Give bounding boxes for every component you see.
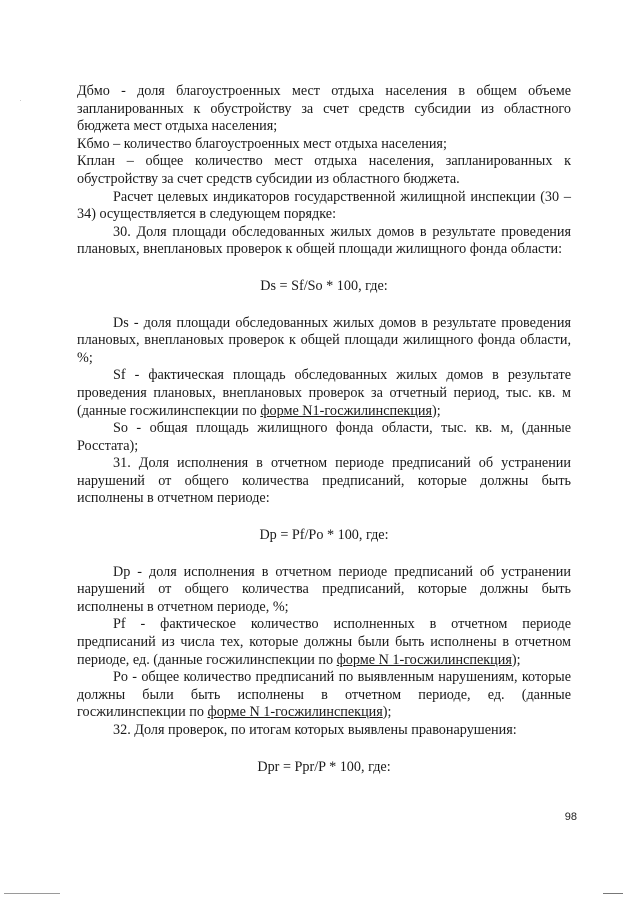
formula-ds: Ds = Sf/So * 100, где: bbox=[260, 277, 388, 294]
scan-speck bbox=[20, 100, 21, 101]
definition-kplan: Кплан – общее количество мест отдыха населения, запланированных к обустройству за счет средств субсидии из областного бюджета. bbox=[77, 153, 571, 187]
form-link-pf[interactable]: форме N 1-госжилинспекция bbox=[336, 651, 512, 668]
definition-kbmo: Кбмо – количество благоустроенных мест отдыха населения; bbox=[77, 135, 447, 152]
paragraph-30: 30. Доля площади обследованных жилых домов в результате проведения плановых, внеплановых проверок к общей площади жилищного фонда области: bbox=[77, 223, 571, 258]
definition-pf-end: ); bbox=[511, 651, 521, 668]
formula-dpr: Dpr = Ppr/P * 100, где: bbox=[257, 758, 391, 775]
definition-sf-text: Sf - фактическая площадь обследованных жилых домов в результате проведения плановых, внеплановых проверок за отчетный период, тыс. кв. м (данные госжилинспекции по bbox=[77, 367, 571, 419]
definition-dp: Dp - доля исполнения в отчетном периоде предписаний об устранении нарушений от общего количества предписаний, которые должны быть исполнены в отчетном периоде, %; bbox=[77, 563, 571, 615]
definition-po bbox=[77, 669, 571, 722]
definition-ds: Ds - доля площади обследованных жилых домов в результате проведения плановых, внеплановых проверок к общей площади жилищного фонда области, %; bbox=[77, 314, 571, 366]
definition-sf bbox=[77, 367, 571, 420]
paragraph-inspection-intro: Расчет целевых индикаторов государственной жилищной инспекции (30 – 34) осуществляется в следующем порядке: bbox=[77, 188, 571, 223]
paragraph-32: 32. Доля проверок, по итогам которых выявлены правонарушения: bbox=[113, 722, 517, 738]
definition-po-text: Po - общее количество предписаний по выявленным нарушениям, которые должны были быть исполнены в отчетном периоде, ед. (данные госжилинспекции по bbox=[77, 669, 571, 721]
definition-sf-end: ); bbox=[432, 402, 441, 419]
definition-pf bbox=[77, 616, 571, 669]
definition-so: So - общая площадь жилищного фонда области, тыс. кв. м, (данные Росстата); bbox=[77, 420, 571, 454]
definition-po-end: ); bbox=[382, 704, 392, 721]
scan-edge-mark-left bbox=[4, 893, 60, 894]
formula-dp: Dp = Pf/Po * 100, где: bbox=[259, 527, 389, 544]
form-link-po[interactable]: форме N 1-госжилинспекция bbox=[207, 704, 383, 721]
document-body bbox=[77, 83, 571, 776]
definition-dbmo: Дбмо - доля благоустроенных мест отдыха населения в общем объеме запланированных к обустройству за счет средств субсидии из областного бюджета мест отдыха населения; bbox=[77, 83, 571, 135]
form-link-sf[interactable]: форме N1-госжилинспекция bbox=[260, 402, 433, 419]
scan-edge-mark-right bbox=[603, 893, 623, 894]
paragraph-31: 31. Доля исполнения в отчетном периоде предписаний об устранении нарушений от общего количества предписаний, которые должны быть исполнены в отчетном периоде: bbox=[77, 455, 571, 507]
page-number: 98 bbox=[564, 811, 577, 823]
definition-pf-text: Pf - фактическое количество исполненных в отчетном периоде предписаний из числа тех, которые должны были быть исполнены в отчетном периоде, ед. (данные госжилинспекции по bbox=[77, 616, 571, 668]
